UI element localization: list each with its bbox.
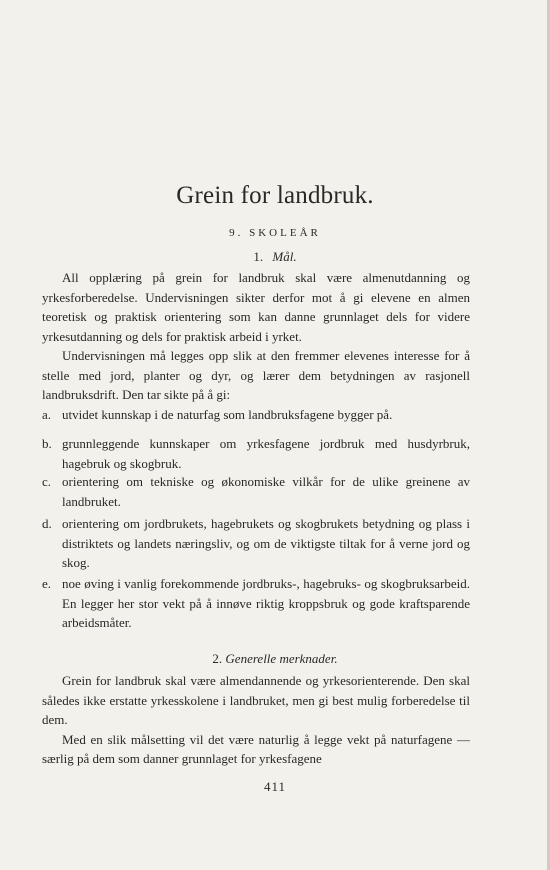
page-number: 411 xyxy=(263,779,287,794)
list-item xyxy=(42,434,470,473)
list-marker: b. xyxy=(42,436,52,451)
paragraph: All opplæring på grein for landbruk skal være almenutdanning og yrkesforberedelse. Undervisningen sikter derfor mot å gi elevene en almen teoretisk og praktisk orientering som kan danne grunnlaget dels for videre yrkesutdanning og dels for praktisk arbeid i yrket. xyxy=(42,270,470,344)
list-item xyxy=(42,405,470,425)
list-item xyxy=(42,472,470,511)
list-item-text: utvidet kunnskap i de naturfag som landbruksfagene bygger på. xyxy=(62,407,393,422)
list-marker: a. xyxy=(42,407,52,422)
list-item xyxy=(42,574,470,633)
section-heading-goals xyxy=(0,249,550,265)
section-number: 2. xyxy=(212,651,223,666)
remarks-text xyxy=(42,671,470,769)
list-item-text: orientering om jordbrukets, hagebrukets og skogbrukets betydning og plass i distriktets og landets næringsliv, og om de viktigste tiltak for å verne jord og skog. xyxy=(62,516,470,570)
section-label: Generelle merknader. xyxy=(225,651,338,666)
list-item-text: noe øving i vanlig forekommende jordbruks-, hagebruks- og skogbruksarbeid. En legger her stor vekt på å innøve riktig kroppsbruk og gode kraftsparende arbeidsmåter. xyxy=(62,576,470,630)
intro-text xyxy=(42,268,470,405)
list-item-text: orientering om tekniske og økonomiske vilkår for de ulike greinene av landbruket. xyxy=(62,474,470,509)
paragraph: Undervisningen må legges opp slik at den fremmer elevenes interesse for å stelle med jord, planter og dyr, og lærer dem betydningen av rasjonell landbruksdrift. Den tar sikte på å gi: xyxy=(42,348,470,402)
school-year-heading: 9. SKOLEÅR xyxy=(229,227,321,239)
section-number: 1. xyxy=(253,249,264,264)
paragraph: Grein for landbruk skal være almendannende og yrkesorienterende. Den skal således ikke erstatte yrkesskolene i landbruket, men gi best mulig forberedelse til dem. xyxy=(42,673,470,727)
page-title: Grein for landbruk. xyxy=(176,182,374,209)
section-heading-remarks xyxy=(0,651,550,667)
list-marker: c. xyxy=(42,474,52,489)
list-marker: e. xyxy=(42,576,52,591)
list-marker: d. xyxy=(42,516,52,531)
list-item xyxy=(42,514,470,573)
paragraph: Med en slik målsetting vil det være naturlig å legge vekt på naturfagene — særlig på dem som danner grunnlaget for yrkesfagene xyxy=(42,731,470,766)
list-item-text: grunnleggende kunnskaper om yrkesfagene jordbruk med husdyrbruk, hagebruk og skogbruk. xyxy=(62,436,470,471)
section-label: Mål. xyxy=(272,249,297,264)
